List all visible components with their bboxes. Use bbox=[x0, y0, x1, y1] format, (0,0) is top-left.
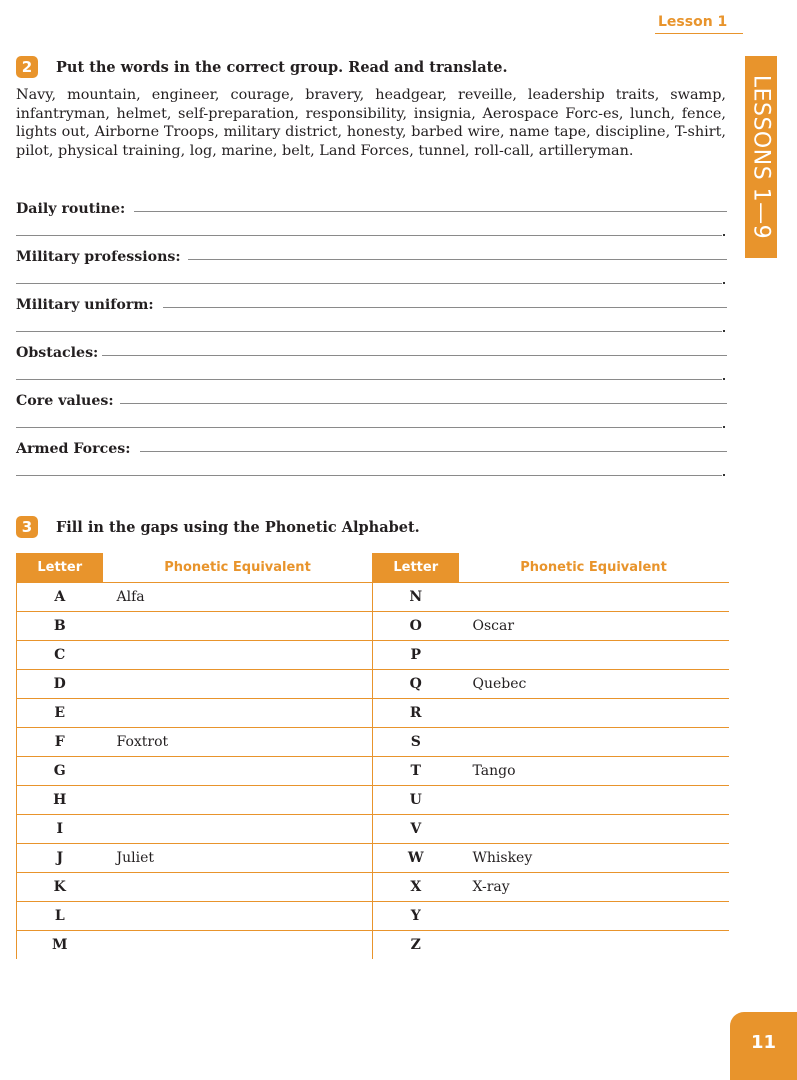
equivalent-cell[interactable] bbox=[459, 728, 729, 757]
write-line[interactable] bbox=[16, 427, 722, 428]
equivalent-cell[interactable]: X-ray bbox=[459, 873, 729, 902]
group-label-military-professions: Military professions: bbox=[16, 249, 181, 265]
table-row bbox=[17, 902, 373, 931]
group-label-armed-forces: Armed Forces: bbox=[16, 441, 131, 457]
equivalent-cell[interactable] bbox=[103, 815, 373, 844]
table-row bbox=[17, 786, 373, 815]
table-row bbox=[373, 641, 729, 670]
letter-cell: J bbox=[17, 844, 103, 873]
table-row bbox=[373, 902, 729, 931]
page-number: 11 bbox=[730, 1012, 797, 1080]
letter-cell: G bbox=[17, 757, 103, 786]
table-row bbox=[373, 844, 729, 873]
equivalent-cell[interactable] bbox=[103, 931, 373, 960]
period-dot bbox=[723, 282, 725, 284]
letter-cell: B bbox=[17, 612, 103, 641]
letter-cell: K bbox=[17, 873, 103, 902]
letter-cell: W bbox=[373, 844, 459, 873]
equivalent-cell[interactable]: Tango bbox=[459, 757, 729, 786]
equivalent-cell[interactable] bbox=[103, 902, 373, 931]
letter-cell: M bbox=[52, 937, 68, 953]
table-row bbox=[17, 670, 373, 699]
task-2-instruction: Put the words in the correct group. Read and translate. bbox=[56, 59, 508, 76]
period-dot bbox=[723, 474, 725, 476]
letter-cell: T bbox=[373, 757, 459, 786]
write-line[interactable] bbox=[163, 307, 727, 308]
side-tab-label: LESSONS 1—9 bbox=[748, 74, 774, 240]
table-row bbox=[373, 612, 729, 641]
write-line[interactable] bbox=[188, 259, 727, 260]
table-row bbox=[17, 583, 373, 612]
write-line[interactable] bbox=[120, 403, 727, 404]
letter-cell: H bbox=[17, 786, 103, 815]
equivalent-cell[interactable] bbox=[459, 786, 729, 815]
letter-cell: U bbox=[373, 786, 459, 815]
equivalent-cell[interactable]: Oscar bbox=[459, 612, 729, 641]
task-3-number: 3 bbox=[16, 516, 38, 538]
letter-cell: E bbox=[17, 699, 103, 728]
write-line[interactable] bbox=[16, 283, 722, 284]
task-3-instruction: Fill in the gaps using the Phonetic Alphabet. bbox=[56, 519, 420, 536]
col-header-equivalent: Phonetic Equivalent bbox=[103, 553, 373, 583]
write-line[interactable] bbox=[16, 379, 722, 380]
write-line[interactable] bbox=[16, 331, 722, 332]
word-list: Navy, mountain, engineer, courage, bravery, headgear, reveille, leadership traits, swamp, infantryman, helmet, self-preparation, responsibility, insignia, Aerospace Forc-es, lunch, fence, lights out, Airborne Troops, military district, honesty, barbed wire, name tape, discipline, T-shirt, pilot, physical training, log, marine, belt, Land Forces, tunnel, roll-call, artilleryman. bbox=[16, 87, 726, 159]
equivalent-cell[interactable] bbox=[103, 757, 373, 786]
group-label-military-uniform: Military uniform: bbox=[16, 297, 154, 313]
equivalent-cell[interactable] bbox=[103, 612, 373, 641]
table-row bbox=[373, 670, 729, 699]
table-row bbox=[17, 728, 373, 757]
write-line[interactable] bbox=[134, 211, 727, 212]
letter-cell: I bbox=[17, 815, 103, 844]
table-row bbox=[17, 844, 373, 873]
equivalent-cell[interactable]: Alfa bbox=[103, 583, 373, 612]
letter-cell: F bbox=[17, 728, 103, 757]
table-row bbox=[373, 699, 729, 728]
table-row bbox=[17, 873, 373, 902]
period-dot bbox=[723, 330, 725, 332]
period-dot bbox=[723, 426, 725, 428]
equivalent-cell[interactable] bbox=[103, 670, 373, 699]
letter-cell: L bbox=[17, 902, 103, 931]
equivalent-cell[interactable] bbox=[103, 873, 373, 902]
equivalent-cell[interactable] bbox=[459, 902, 729, 931]
equivalent-cell[interactable] bbox=[103, 786, 373, 815]
col-header-letter: Letter bbox=[17, 553, 103, 583]
group-label-obstacles: Obstacles: bbox=[16, 345, 99, 361]
equivalent-cell[interactable] bbox=[459, 815, 729, 844]
letter-cell: O bbox=[373, 612, 459, 641]
letter-cell: A bbox=[17, 583, 103, 612]
equivalent-cell[interactable]: Whiskey bbox=[459, 844, 729, 873]
table-row bbox=[373, 757, 729, 786]
table-row bbox=[373, 931, 729, 960]
equivalent-cell[interactable]: Foxtrot bbox=[103, 728, 373, 757]
equivalent-cell[interactable] bbox=[459, 583, 729, 612]
table-row bbox=[373, 815, 729, 844]
table-row bbox=[17, 815, 373, 844]
equivalent-cell[interactable] bbox=[459, 641, 729, 670]
letter-cell: V bbox=[373, 815, 459, 844]
task-2-number: 2 bbox=[16, 56, 38, 78]
table-row bbox=[373, 786, 729, 815]
phonetic-table-left bbox=[16, 553, 373, 959]
group-label-core-values: Core values: bbox=[16, 393, 114, 409]
table-row bbox=[17, 612, 373, 641]
letter-cell: R bbox=[373, 699, 459, 728]
period-dot bbox=[723, 234, 725, 236]
phonetic-table-right bbox=[372, 553, 729, 959]
letter-cell: Q bbox=[373, 670, 459, 699]
letter-cell: N bbox=[373, 583, 459, 612]
equivalent-cell[interactable] bbox=[459, 699, 729, 728]
col-header-letter: Letter bbox=[373, 553, 459, 583]
equivalent-cell[interactable] bbox=[103, 641, 373, 670]
table-row bbox=[373, 873, 729, 902]
letter-cell: S bbox=[373, 728, 459, 757]
letter-cell: D bbox=[17, 670, 103, 699]
letter-cell: C bbox=[17, 641, 103, 670]
letter-cell: X bbox=[373, 873, 459, 902]
side-tab bbox=[745, 56, 777, 258]
table-row bbox=[373, 583, 729, 612]
equivalent-cell[interactable]: Quebec bbox=[459, 670, 729, 699]
group-label-daily-routine: Daily routine: bbox=[16, 201, 126, 217]
period-dot bbox=[723, 378, 725, 380]
table-row bbox=[373, 728, 729, 757]
letter-cell: P bbox=[373, 641, 459, 670]
col-header-equivalent: Phonetic Equivalent bbox=[459, 553, 729, 583]
write-line[interactable] bbox=[16, 235, 722, 236]
equivalent-cell[interactable]: Juliet bbox=[103, 844, 373, 873]
write-line[interactable] bbox=[102, 355, 727, 356]
letter-cell: Z bbox=[410, 937, 421, 953]
equivalent-cell[interactable] bbox=[103, 699, 373, 728]
table-row bbox=[17, 757, 373, 786]
table-row bbox=[17, 931, 373, 960]
letter-cell: Y bbox=[373, 902, 459, 931]
write-line[interactable] bbox=[140, 451, 727, 452]
equivalent-cell[interactable] bbox=[459, 931, 729, 960]
table-row bbox=[17, 641, 373, 670]
lesson-header: Lesson 1 bbox=[655, 12, 743, 34]
table-row bbox=[17, 699, 373, 728]
write-line[interactable] bbox=[16, 475, 722, 476]
